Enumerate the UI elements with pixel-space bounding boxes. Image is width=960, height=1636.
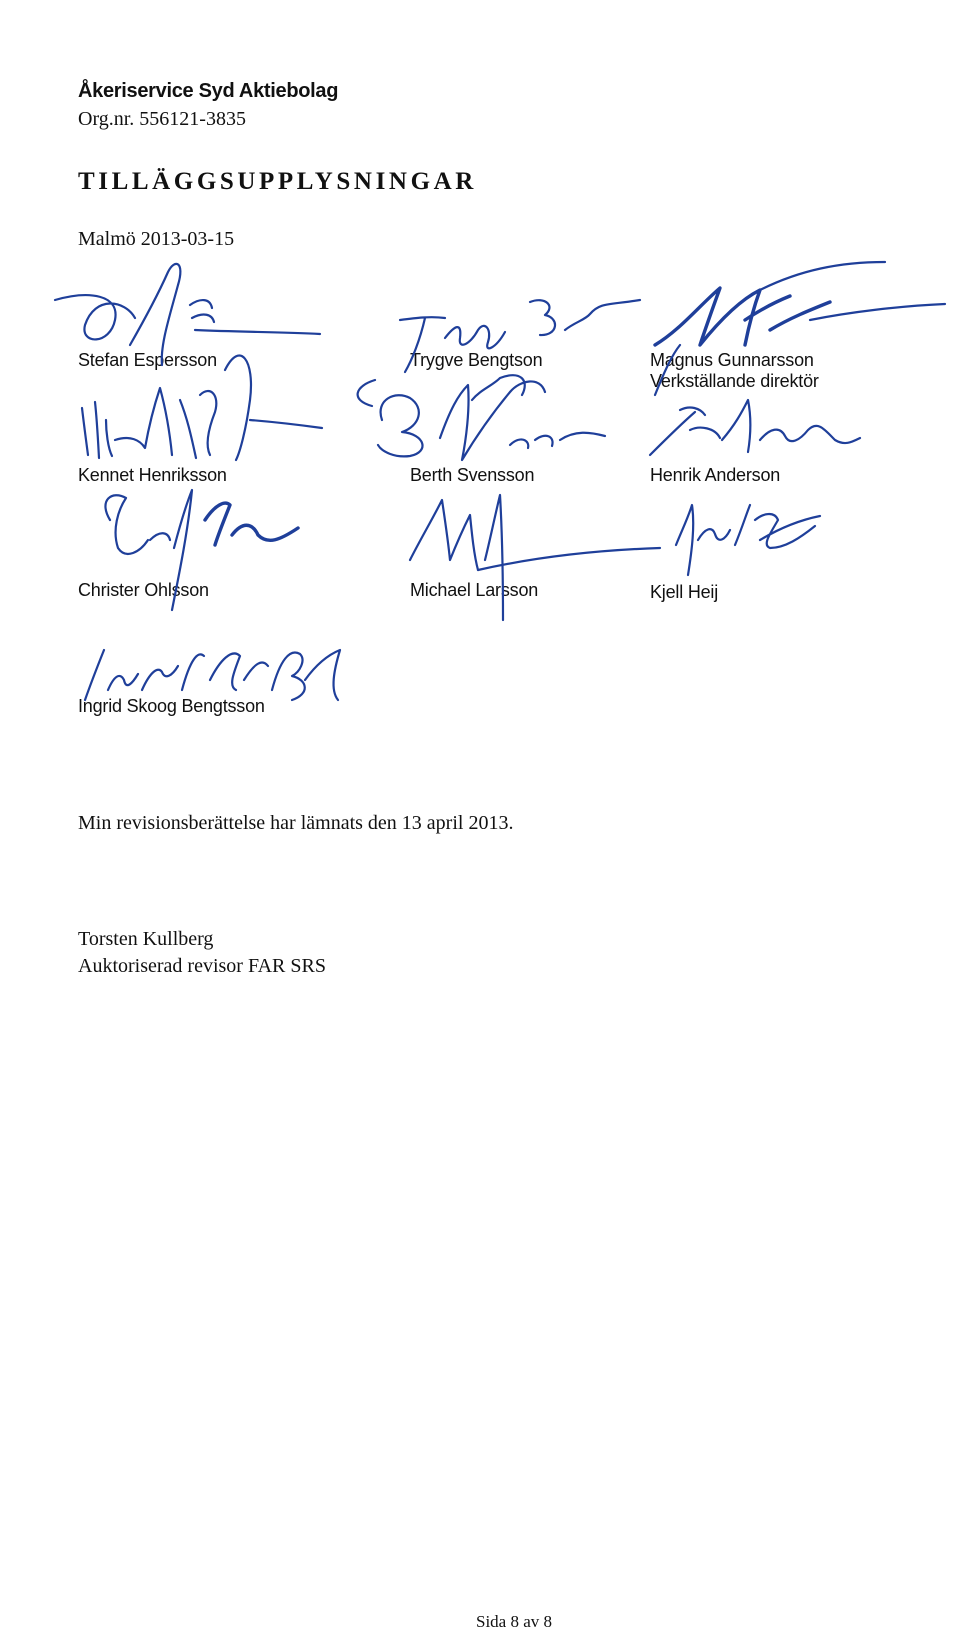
signatory-name: Henrik Anderson: [650, 465, 781, 485]
signatory-name: Berth Svensson: [410, 465, 535, 485]
signatory-name: Magnus Gunnarsson: [650, 350, 814, 370]
signatory-name: Kjell Heij: [650, 582, 719, 602]
signatory-name: Ingrid Skoog Bengtsson: [78, 696, 265, 716]
signatory-block: [650, 350, 819, 392]
audit-statement: Min revisionsberättelse har lämnats den 13 april 2013.: [78, 812, 514, 834]
signatory-role: Verkställande direktör: [650, 371, 819, 391]
signatory-name: Trygve Bengtson: [410, 350, 543, 370]
document-heading: TILLÄGGSUPPLYSNINGAR: [78, 168, 477, 195]
signature-ingrid-skoog-bengtsson: [85, 650, 340, 700]
signature-michael-larsson: [410, 495, 660, 620]
signature-henrik-anderson: [650, 400, 860, 455]
signature-berth-svensson: [378, 381, 605, 460]
signature-kennet-henriksson: [82, 356, 322, 460]
signature-kjell-heij: [676, 505, 820, 575]
auditor-title: Auktoriserad revisor FAR SRS: [78, 955, 326, 977]
signatory-name: Stefan Espersson: [78, 350, 217, 370]
auditor-name: Torsten Kullberg: [78, 928, 214, 950]
signatory-name: Christer Ohlsson: [78, 580, 209, 600]
signatory-name: Michael Larsson: [410, 580, 539, 600]
org-number: Org.nr. 556121-3835: [78, 108, 246, 130]
page-number: Sida 8 av 8: [476, 1612, 553, 1631]
signatory-name: Kennet Henriksson: [78, 465, 227, 485]
company-name: Åkeriservice Syd Aktiebolag: [78, 80, 339, 102]
place-date: Malmö 2013-03-15: [78, 228, 235, 250]
